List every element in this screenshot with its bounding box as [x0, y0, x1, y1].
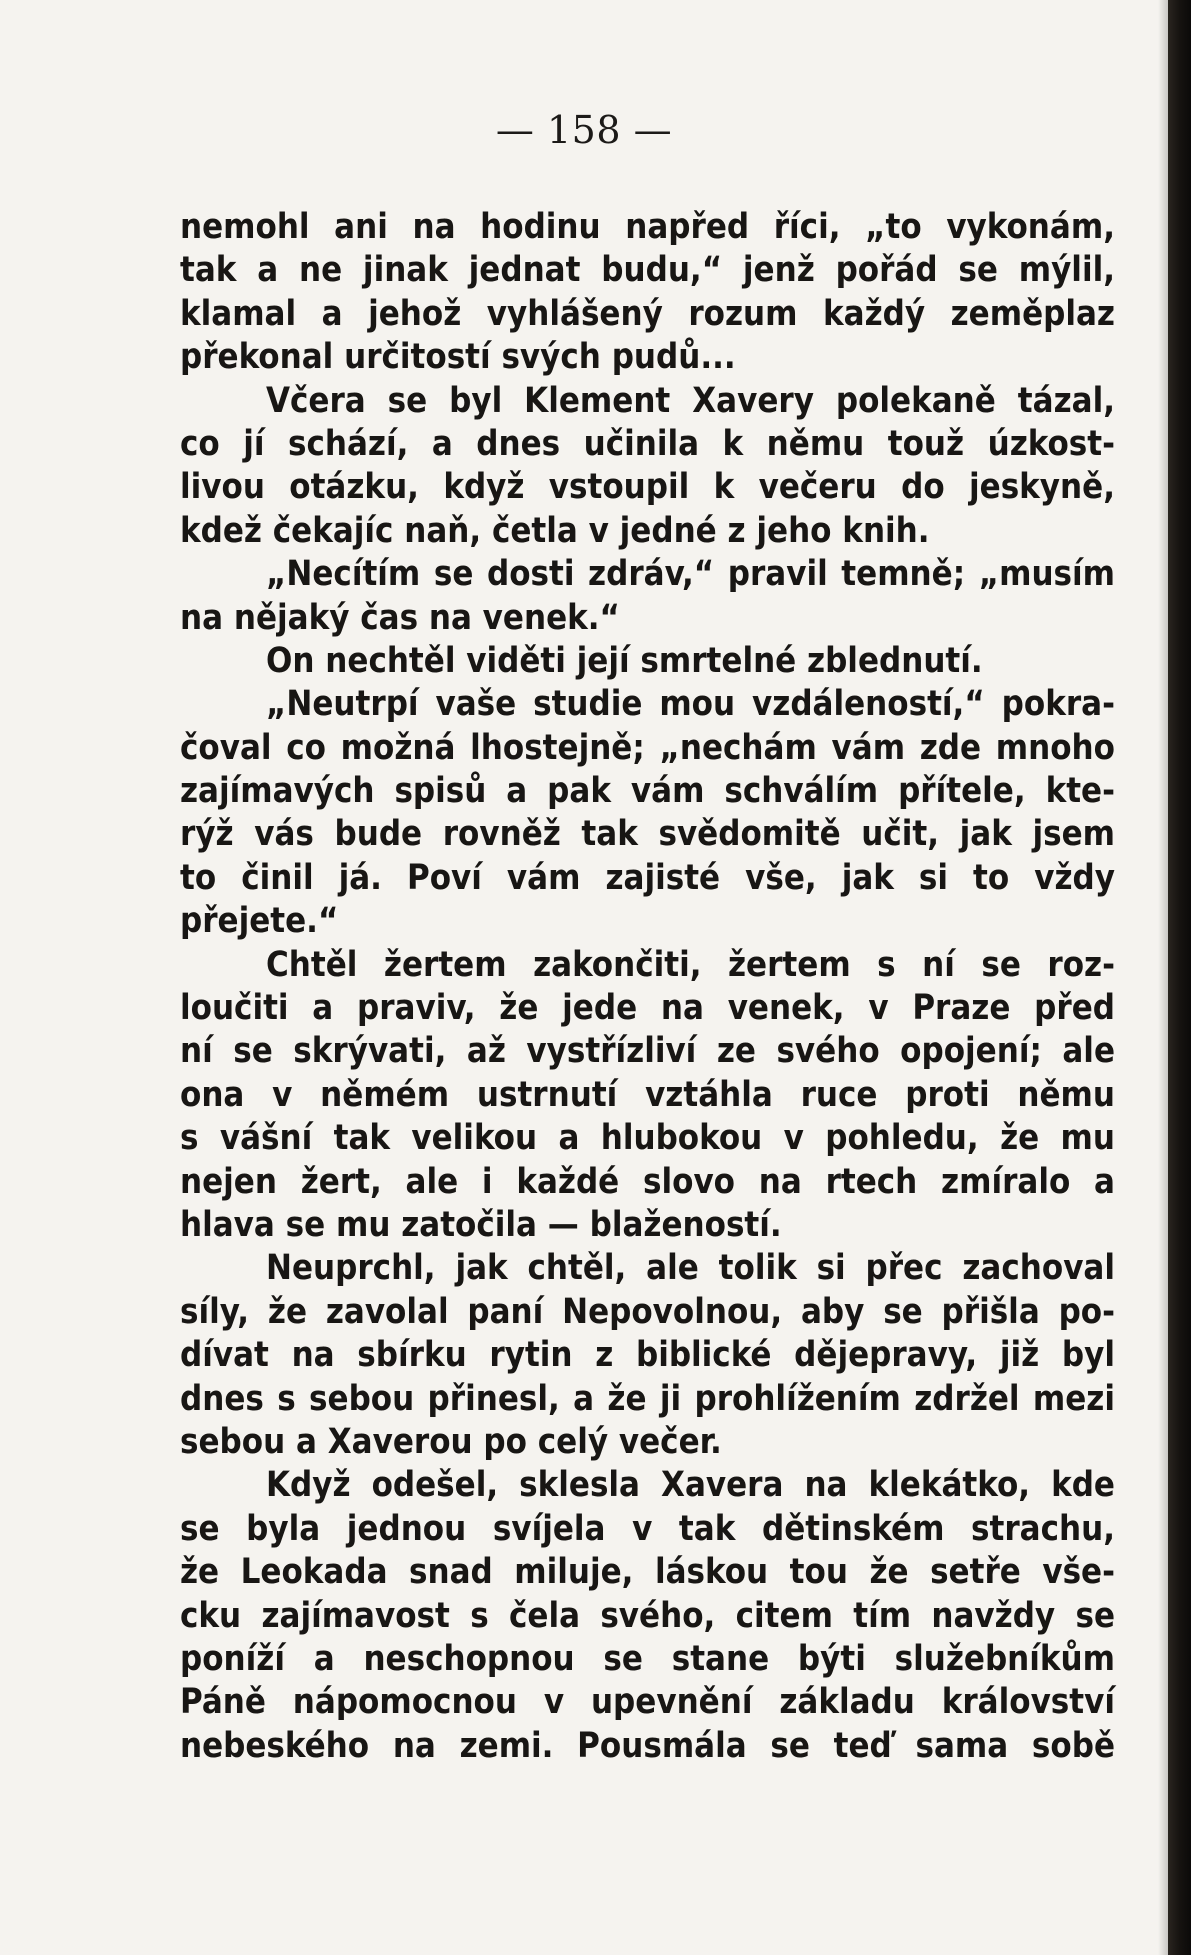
text-line: zajímavých spisů a pak vám schválím přítele, kte-	[180, 771, 1115, 812]
text-line: dívat na sbírku rytin z biblické dějepravy, již byl	[180, 1335, 1115, 1376]
text-line: s vášní tak velikou a hlubokou v pohledu, že mu	[180, 1118, 1115, 1159]
text-line: rýž vás bude rovněž tak svědomitě učit, jak jsem	[180, 814, 1115, 855]
page-number: — 158 —	[495, 108, 673, 152]
text-line: co jí schází, a dnes učinila k němu touž úzkost-	[180, 423, 1115, 464]
text-line: kdež čekajíc naň, četla v jedné z jeho knih.	[180, 510, 930, 551]
body-text	[180, 206, 1115, 1768]
text-line: nebeského na zemi. Pousmála se teď sama sobě	[180, 1725, 1115, 1766]
text-line: klamal a jehož vyhlášený rozum každý zeměplaz	[180, 293, 1115, 334]
text-line: livou otázku, když vstoupil k večeru do jeskyně,	[180, 467, 1115, 508]
text-line: Chtěl žertem zakončiti, žertem s ní se roz-	[266, 944, 1115, 985]
text-line: se byla jednou svíjela v tak dětinském strachu,	[180, 1508, 1115, 1549]
text-line: ní se skrývati, až vystřízliví ze svého opojení; ale	[180, 1031, 1115, 1072]
text-line: nejen žert, ale i každé slovo na rtech zmíralo a	[180, 1161, 1115, 1202]
text-line: Neuprchl, jak chtěl, ale tolik si přec zachoval	[266, 1248, 1115, 1289]
text-line: čoval co možná lhostejně; „nechám vám zde mnoho	[180, 727, 1115, 768]
text-line: „Neutrpí vaše studie mou vzdáleností,“ pokra-	[266, 684, 1115, 725]
text-line: poníží a neschopnou se stane býti služebníkům	[180, 1638, 1115, 1679]
text-line: tak a ne jinak jednat budu,“ jenž pořád se mýlil,	[180, 250, 1115, 291]
text-line: to činil já. Poví vám zajisté vše, jak si to vždy	[180, 857, 1115, 898]
text-line: ona v němém ustrnutí vztáhla ruce proti němu	[180, 1074, 1115, 1115]
text-line: sebou a Xaverou po celý večer.	[180, 1421, 722, 1462]
text-line: On nechtěl viděti její smrtelné zblednutí.	[266, 640, 983, 681]
page-edge-shadow	[1158, 0, 1168, 1955]
text-line: Když odešel, sklesla Xavera na klekátko, kde	[266, 1465, 1115, 1506]
text-line: na nějaký čas na venek.“	[180, 597, 620, 638]
text-line: „Necítím se dosti zdráv,“ pravil temně; „musím	[266, 554, 1115, 595]
text-line: přejete.“	[180, 901, 339, 942]
text-line: Včera se byl Klement Xavery polekaně tázal,	[266, 380, 1115, 421]
book-spine	[1168, 0, 1191, 1955]
text-line: překonal určitostí svých pudů...	[180, 337, 736, 378]
text-line: loučiti a praviv, že jede na venek, v Praze před	[180, 988, 1115, 1029]
text-line: že Leokada snad miluje, láskou tou že setře vše-	[180, 1552, 1115, 1593]
text-line: nemohl ani na hodinu napřed říci, „to vykonám,	[180, 207, 1115, 247]
text-line: cku zajímavost s čela svého, citem tím navždy se	[180, 1595, 1115, 1636]
text-line: Páně nápomocnou v upevnění základu království	[180, 1682, 1115, 1723]
text-line: dnes s sebou přinesl, a že ji prohlížením zdržel mezi	[180, 1378, 1115, 1419]
text-line: síly, že zavolal paní Nepovolnou, aby se přišla po-	[180, 1291, 1115, 1332]
text-line: hlava se mu zatočila — blažeností.	[180, 1204, 782, 1245]
